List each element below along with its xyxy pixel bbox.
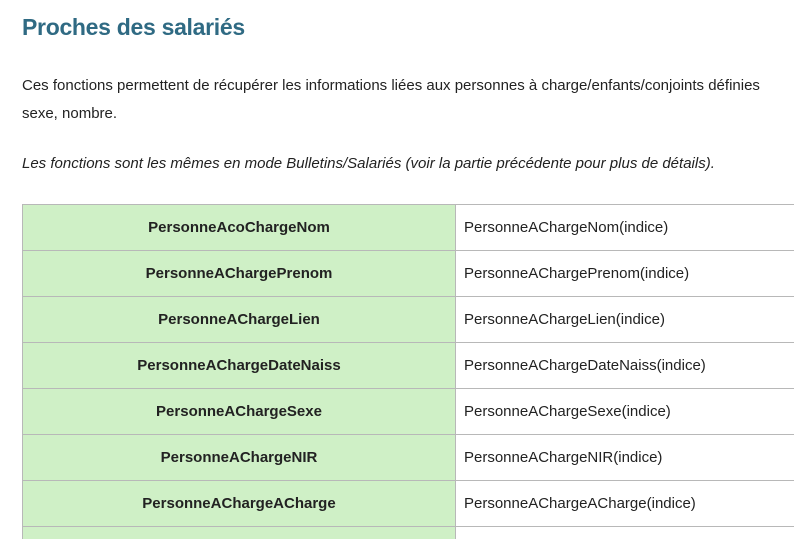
table-row-cut-off (23, 527, 794, 539)
table-row (23, 297, 794, 343)
function-syntax-cell: PersonneAChargePrenom(indice) (456, 251, 794, 297)
table-row (23, 205, 794, 251)
functions-table (22, 204, 794, 539)
table-row (23, 389, 794, 435)
function-name-cell: PersonneAChargeACharge (23, 481, 456, 527)
table-row (23, 251, 794, 297)
function-name-cell: PersonneAChargeDateNaiss (23, 343, 456, 389)
table-row (23, 481, 794, 527)
function-syntax-cell: PersonneAChargeDateNaiss(indice) (456, 343, 794, 389)
function-name-cell: PersonneAChargeSexe (23, 389, 456, 435)
function-syntax-cell: PersonneAChargeACharge(indice) (456, 481, 794, 527)
intro-line-1: Ces fonctions permettent de récupérer les informations liées aux personnes à charge/enfants/conjoints définies (22, 77, 760, 94)
function-name-cell: PersonneAcoChargeNom (23, 205, 456, 251)
intro-paragraph (22, 72, 794, 128)
table-row (23, 343, 794, 389)
table-row (23, 435, 794, 481)
function-name-cell: PersonneAChargeLien (23, 297, 456, 343)
function-syntax-cell (456, 527, 794, 539)
section-title: Proches des salariés (22, 14, 245, 40)
function-syntax-cell: PersonneAChargeLien(indice) (456, 297, 794, 343)
function-syntax-cell: PersonneAChargeNIR(indice) (456, 435, 794, 481)
function-syntax-cell: PersonneAChargeSexe(indice) (456, 389, 794, 435)
function-name-cell: PersonneAChargeNIR (23, 435, 456, 481)
intro-line-2: sexe, nombre. (22, 105, 118, 122)
page-content (22, 0, 794, 539)
function-name-cell: PersonneAChargePrenom (23, 251, 456, 297)
function-syntax-cell: PersonneAChargeNom(indice) (456, 205, 794, 251)
italic-note: Les fonctions sont les mêmes en mode Bulletins/Salariés (voir la partie précédente pour plus de détails). (22, 155, 715, 172)
function-name-cell (23, 527, 456, 539)
